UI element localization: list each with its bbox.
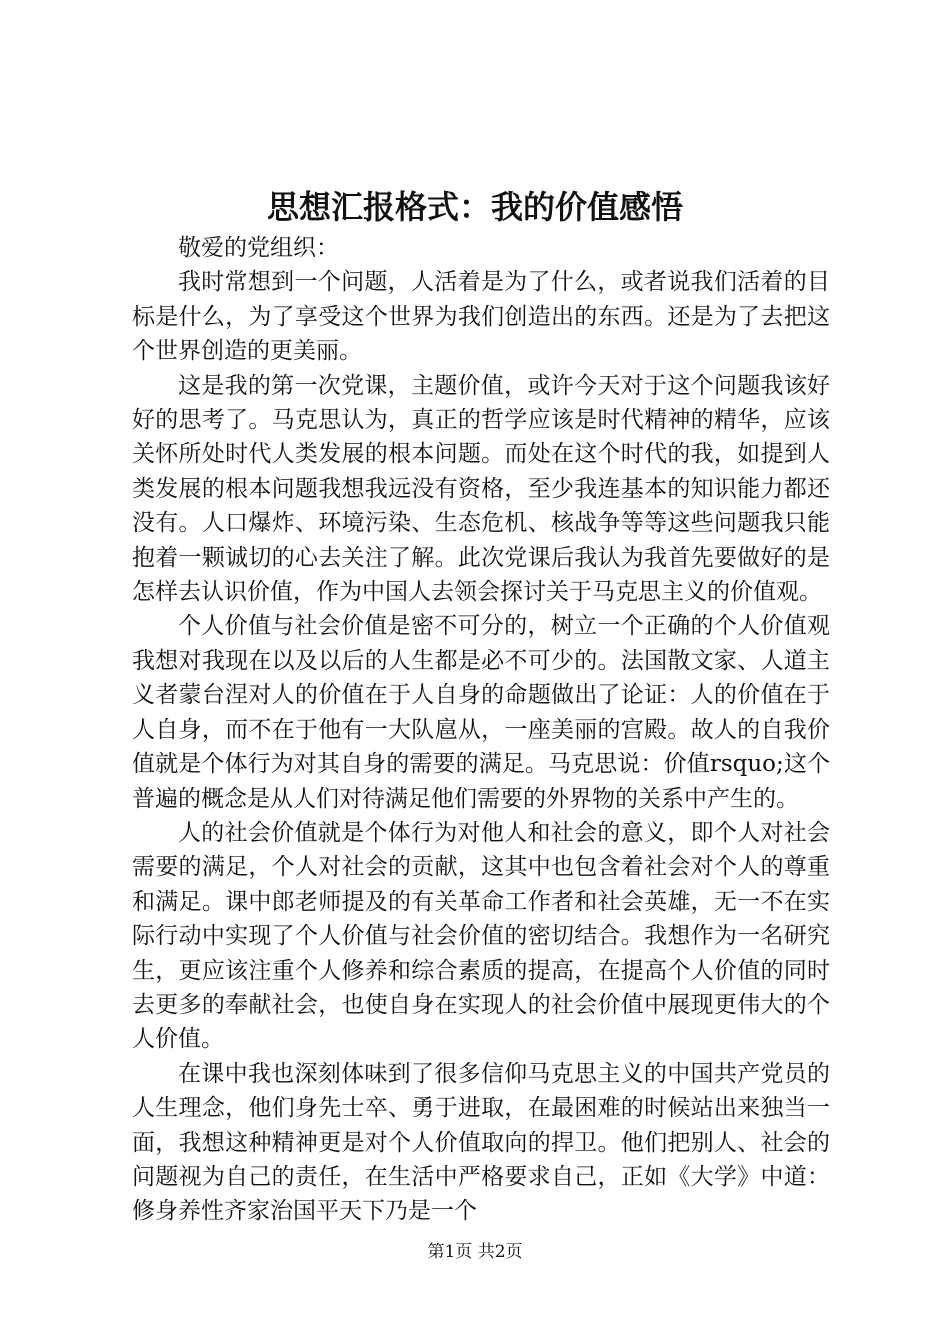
paragraph-3: 个人价值与社会价值是密不可分的，树立一个正确的个人价值观我想对我现在以及以后的人生都是必不可少的。法国散文家、人道主义者蒙台涅对人的价值在于人自身的命题做出了论证：人的价值在于人自身，而不在于他有一大队扈从，一座美丽的宫殿。故人的自我价值就是个体行为对其自身的需要的满足。马克思说：价值rsquo;这个普遍的概念是从人们对待满足他们需要的外界物的关系中产生的。	[132, 613, 830, 812]
paragraph-1: 我时常想到一个问题，人活着是为了什么，或者说我们活着的目标是什么，为了享受这个世界为我们创造出的东西。还是为了去把这个世界创造的更美丽。	[132, 269, 830, 365]
paragraph-2: 这是我的第一次党课，主题价值，或许今天对于这个问题我该好好的思考了。马克思认为，真正的哲学应该是时代精神的精华，应该关怀所处时代人类发展的根本问题。而处在这个时代的我，如提到人类发展的根本问题我想我远没有资格，至少我连基本的知识能力都还没有。人口爆炸、环境污染、生态危机、核战争等等这些问题我只能抱着一颗诚切的心去关注了解。此次党课后我认为我首先要做好的是怎样去认识价值，作为中国人去领会探讨关于马克思主义的价值观。	[132, 372, 830, 606]
document-body	[132, 231, 830, 1229]
salutation: 敬爱的党组织：	[178, 235, 339, 261]
page-footer: 第1页 共2页	[427, 1242, 523, 1262]
paragraph-5: 在课中我也深刻体味到了很多信仰马克思主义的中国共产党员的人生理念，他们身先士卒、勇于进取，在最困难的时候站出来独当一面，我想这种精神更是对个人价值取向的捍卫。他们把别人、社会的问题视为自己的责任，在生活中严格要求自己，正如《大学》中道：修身养性齐家治国平天下乃是一个	[132, 1060, 830, 1225]
document-title: 思想汇报格式：我的价值感悟	[266, 188, 683, 226]
paragraph-4: 人的社会价值就是个体行为对他人和社会的意义，即个人对社会需要的满足，个人对社会的贡献，这其中也包含着社会对个人的尊重和满足。课中郎老师提及的有关革命工作者和社会英雄，无一不在实际行动中实现了个人价值与社会价值的密切结合。我想作为一名研究生，更应该注重个人修养和综合素质的提高，在提高个人价值的同时去更多的奉献社会，也使自身在实现人的社会价值中展现更伟大的个人价值。	[132, 819, 830, 1053]
